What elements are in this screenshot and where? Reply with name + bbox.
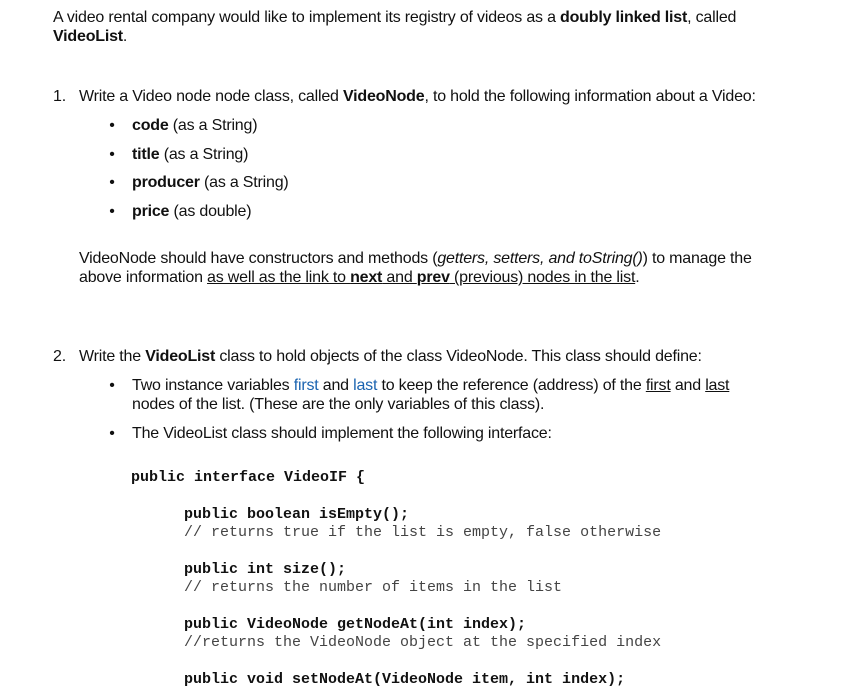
para-underlined: as well as the link to	[207, 269, 351, 286]
bullet-text-part: Two instance variables	[132, 377, 294, 394]
code-method-isempty: public boolean isEmpty();	[184, 506, 410, 523]
code-comment-getnodeat: //returns the VideoNode object at the specified index	[184, 634, 662, 651]
q1-description-paragraph	[79, 249, 779, 287]
bullet-icon: •	[109, 203, 115, 220]
para-underlined: and	[382, 269, 417, 286]
code-comment-isempty: // returns true if the list is empty, false otherwise	[184, 524, 662, 541]
field-type: (as double)	[169, 203, 252, 220]
bullet-icon: •	[109, 117, 115, 134]
intro-bold-doubly-linked-list: doubly linked list	[560, 9, 688, 26]
para-text: ) to manage the above information	[79, 250, 752, 286]
bullet-text	[132, 376, 772, 414]
code-interface-declaration: public interface VideoIF {	[131, 469, 366, 486]
q1-heading-bold: VideoNode	[342, 88, 425, 105]
highlight-last: last	[353, 377, 378, 394]
field-type: (as a String)	[159, 146, 249, 163]
bullet-text-part: nodes of the list. (These are the only variables of this class).	[132, 396, 545, 413]
q1-number: 1.	[53, 88, 66, 105]
bullet-text-part: to keep the reference (address) of the	[377, 377, 646, 394]
q2-number: 2.	[53, 348, 66, 365]
bullet-icon: •	[109, 377, 115, 394]
bullet-text	[132, 173, 792, 192]
underlined-first: first	[645, 377, 671, 394]
bullet-text	[132, 116, 792, 135]
field-type: (as a String)	[199, 174, 289, 191]
bullet-text	[132, 145, 792, 164]
code-method-getnodeat: public VideoNode getNodeAt(int index);	[184, 616, 527, 633]
bullet-text: The VideoList class should implement the following interface:	[132, 425, 552, 442]
code-comment-size: // returns the number of items in the list	[184, 579, 563, 596]
underlined-last: last	[705, 377, 730, 394]
intro-text: A video rental company would like to implement its registry of videos as a	[53, 9, 561, 26]
bullet-text	[132, 202, 792, 221]
code-method-setnodeat: public void setNodeAt(VideoNode item, int index);	[184, 671, 626, 688]
field-name: producer	[132, 174, 200, 191]
bullet-icon: •	[109, 425, 115, 442]
bullet-text-part: and	[318, 377, 354, 394]
field-name: price	[132, 203, 170, 220]
intro-text: .	[122, 28, 128, 45]
q1-heading	[79, 87, 799, 106]
bullet-text-part: and	[670, 377, 706, 394]
intro-paragraph	[53, 8, 813, 46]
highlight-first: first	[293, 377, 319, 394]
para-italic: getters, setters, and toString()	[437, 250, 643, 267]
q2-heading	[79, 347, 799, 366]
q2-heading-text: Write the	[79, 348, 146, 365]
para-text: VideoNode should have constructors and methods (	[79, 250, 438, 267]
field-name: code	[132, 117, 169, 134]
para-underlined-bold-prev: prev	[416, 269, 450, 286]
bullet-icon: •	[109, 174, 115, 191]
bullet-icon: •	[109, 146, 115, 163]
code-method-size: public int size();	[184, 561, 347, 578]
para-text: .	[635, 269, 640, 286]
field-name: title	[132, 146, 160, 163]
field-type: (as a String)	[168, 117, 258, 134]
intro-bold-videolist: VideoList	[53, 28, 123, 45]
q2-heading-text: class to hold objects of the class VideoNode. This class should define:	[215, 348, 702, 365]
para-underlined-bold-next: next	[350, 269, 383, 286]
intro-text: , called	[687, 9, 737, 26]
q2-heading-bold: VideoList	[145, 348, 216, 365]
q1-heading-text: , to hold the following information about a Video:	[424, 88, 756, 105]
q1-heading-text: Write a Video node node class, called	[79, 88, 343, 105]
para-underlined: (previous) nodes in the list	[449, 269, 636, 286]
